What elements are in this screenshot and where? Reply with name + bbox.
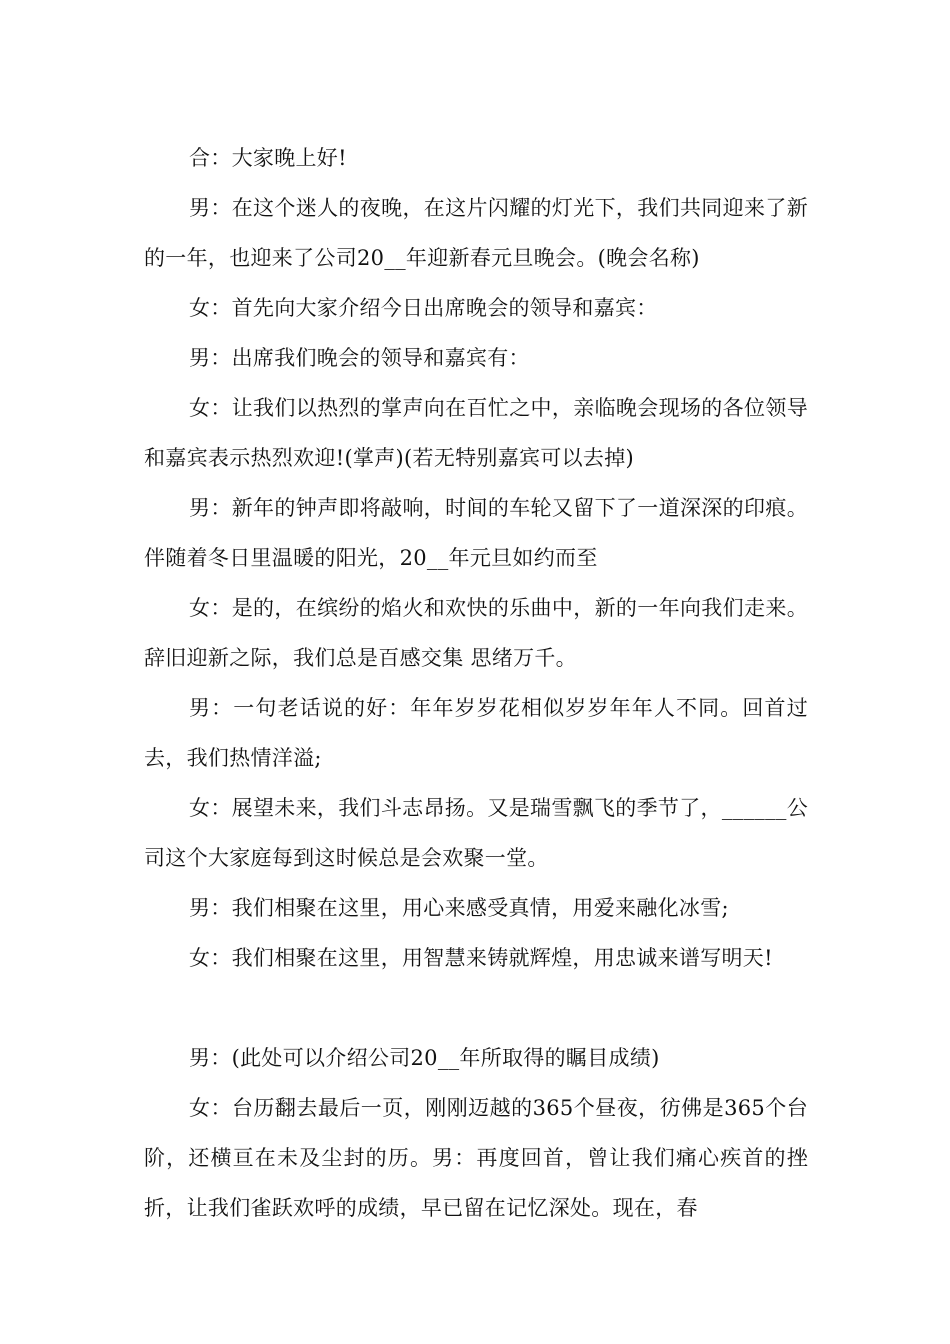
- paragraph-13: 女：台历翻去最后一页，刚刚迈越的365个昼夜，彷佛是365个台阶，还横亘在未及尘封的历。男：再度回首，曾让我们痛心疾首的挫折，让我们雀跃欢呼的成绩，早已留在记忆深处。现在，春: [144, 1096, 808, 1220]
- paragraph-3: 女：首先向大家介绍今日出席晚会的领导和嘉宾：: [189, 296, 658, 320]
- paragraph-2: 男：在这个迷人的夜晚，在这片闪耀的灯光下，我们共同迎来了新的一年，也迎来了公司20__年迎新春元旦晚会。(晚会名称): [144, 196, 808, 270]
- paragraph-9: 女：展望未来，我们斗志昂扬。又是瑞雪飘飞的季节了，______公司这个大家庭每到这时候总是会欢聚一堂。: [144, 796, 808, 870]
- paragraph-10: 男：我们相聚在这里，用心来感受真情，用爱来融化冰雪;: [189, 896, 729, 920]
- blank-line: [144, 983, 808, 1033]
- paragraph-12: 男：(此处可以介绍公司20__年所取得的瞩目成绩): [189, 1046, 660, 1070]
- paragraph-7: 女：是的，在缤纷的焰火和欢快的乐曲中，新的一年向我们走来。辞旧迎新之际，我们总是百感交集 思绪万千。: [144, 596, 808, 670]
- paragraph-8: 男：一句老话说的好：年年岁岁花相似岁岁年年人不同。回首过去，我们热情洋溢;: [144, 696, 808, 770]
- paragraph-5: 女：让我们以热烈的掌声向在百忙之中，亲临晚会现场的各位领导和嘉宾表示热烈欢迎!(掌声)(若无特别嘉宾可以去掉): [144, 396, 808, 470]
- paragraph-6: 男：新年的钟声即将敲响，时间的车轮又留下了一道深深的印痕。伴随着冬日里温暖的阳光，20__年元旦如约而至: [144, 496, 808, 570]
- paragraph-4: 男：出席我们晚会的领导和嘉宾有：: [189, 346, 530, 370]
- script-body: [144, 133, 808, 1233]
- paragraph-1: 合：大家晚上好!: [189, 146, 347, 170]
- paragraph-11: 女：我们相聚在这里，用智慧来铸就辉煌，用忠诚来谱写明天!: [189, 946, 773, 970]
